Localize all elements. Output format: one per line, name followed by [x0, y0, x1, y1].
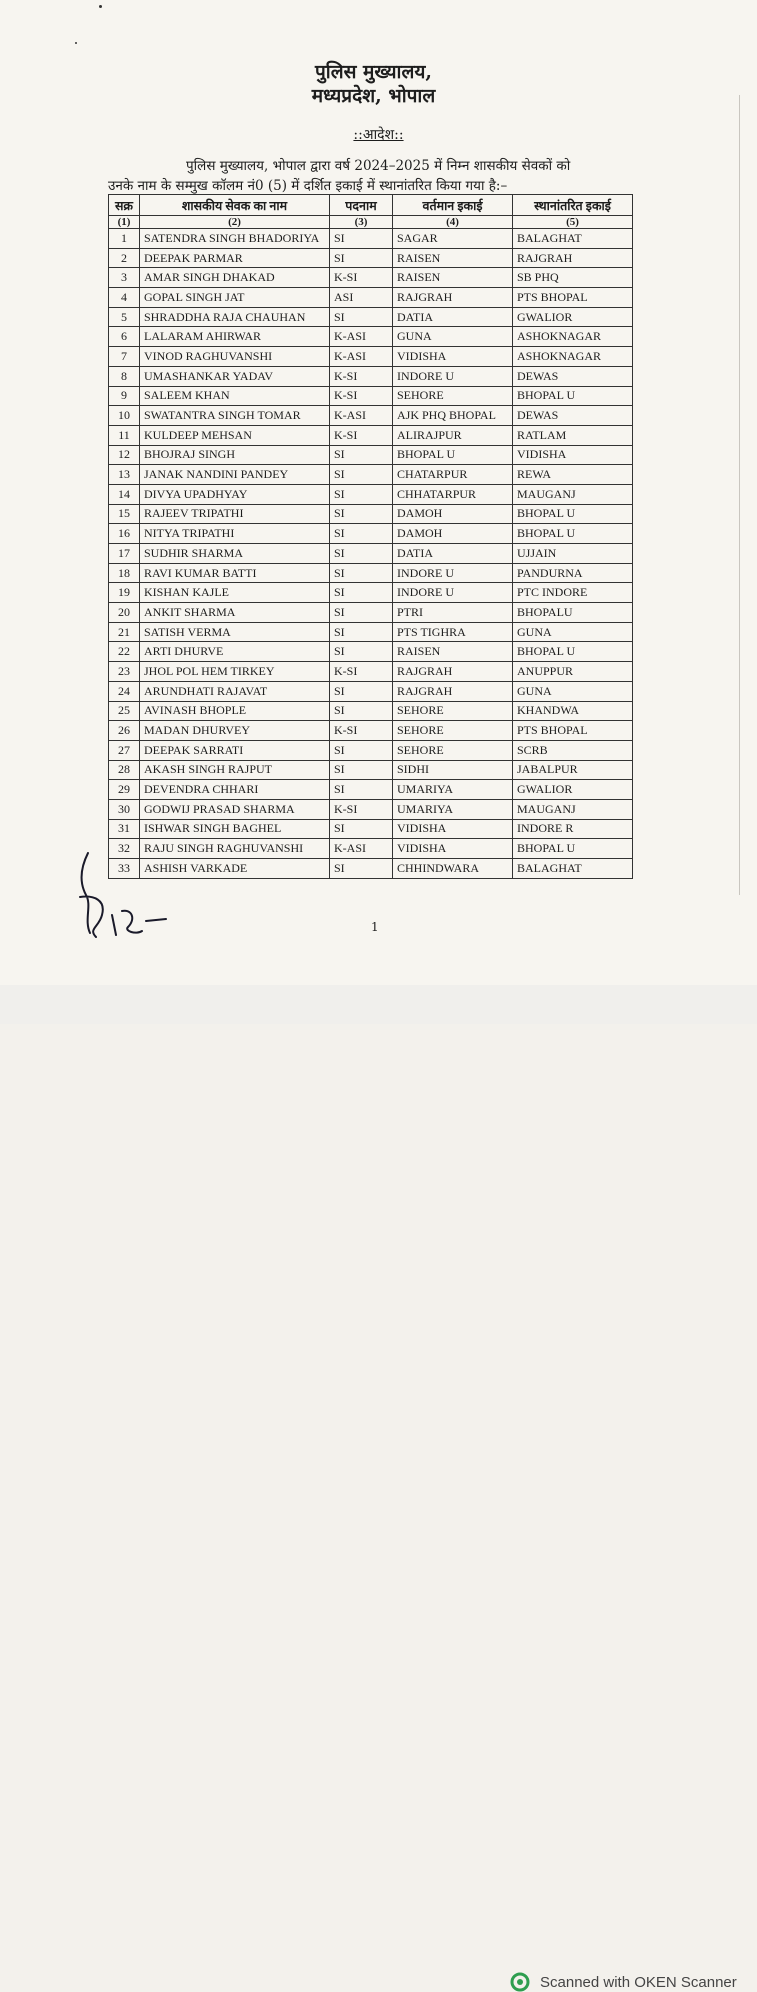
cell-serial: 8: [109, 366, 140, 386]
cell-transferred-unit: MAUGANJ: [513, 799, 633, 819]
cell-designation: K-SI: [330, 799, 393, 819]
cell-designation: K-ASI: [330, 327, 393, 347]
cell-serial: 26: [109, 721, 140, 741]
cell-name: VINOD RAGHUVANSHI: [140, 347, 330, 367]
cell-designation: K-SI: [330, 721, 393, 741]
cell-current-unit: AJK PHQ BHOPAL: [393, 406, 513, 426]
cell-transferred-unit: PANDURNA: [513, 563, 633, 583]
cell-name: ISHWAR SINGH BAGHEL: [140, 819, 330, 839]
document-page: [0, 0, 757, 985]
cell-serial: 27: [109, 740, 140, 760]
table-row: [109, 583, 633, 603]
cell-transferred-unit: BALAGHAT: [513, 229, 633, 249]
table-row: [109, 366, 633, 386]
cell-designation: SI: [330, 563, 393, 583]
cell-name: SATENDRA SINGH BHADORIYA: [140, 229, 330, 249]
cell-serial: 29: [109, 780, 140, 800]
cell-current-unit: RAISEN: [393, 268, 513, 288]
cell-transferred-unit: MAUGANJ: [513, 484, 633, 504]
cell-designation: SI: [330, 465, 393, 485]
cell-name: AKASH SINGH RAJPUT: [140, 760, 330, 780]
cell-transferred-unit: PTS BHOPAL: [513, 288, 633, 308]
header-serial: सक्र: [109, 195, 140, 216]
cell-designation: SI: [330, 760, 393, 780]
cell-designation: K-SI: [330, 425, 393, 445]
cell-transferred-unit: BHOPAL U: [513, 524, 633, 544]
table-header-row: [109, 195, 633, 216]
handwritten-signature: [66, 835, 176, 955]
table-row: [109, 307, 633, 327]
col-number: (3): [330, 216, 393, 229]
scanner-watermark: [510, 1972, 737, 1992]
cell-designation: SI: [330, 701, 393, 721]
cell-transferred-unit: DEWAS: [513, 366, 633, 386]
cell-name: GODWIJ PRASAD SHARMA: [140, 799, 330, 819]
cell-current-unit: BHOPAL U: [393, 445, 513, 465]
table-row: [109, 465, 633, 485]
cell-current-unit: CHHATARPUR: [393, 484, 513, 504]
cell-current-unit: VIDISHA: [393, 819, 513, 839]
header-line-1: पुलिस मुख्यालय,: [315, 61, 432, 83]
table-row: [109, 445, 633, 465]
cell-current-unit: RAISEN: [393, 248, 513, 268]
header-name: शासकीय सेवक का नाम: [140, 195, 330, 216]
cell-designation: SI: [330, 859, 393, 879]
cell-name: UMASHANKAR YADAV: [140, 366, 330, 386]
cell-name: SHRADDHA RAJA CHAUHAN: [140, 307, 330, 327]
order-paragraph-line-2: उनके नाम के सम्मुख कॉलम नं0 (5) में दर्शित इकाई में स्थानांतरित किया गया है:–: [108, 178, 508, 194]
cell-current-unit: VIDISHA: [393, 347, 513, 367]
oken-scanner-logo-icon: [510, 1972, 530, 1992]
cell-serial: 24: [109, 681, 140, 701]
table-row: [109, 622, 633, 642]
order-heading: ::आदेश::: [353, 127, 404, 143]
cell-serial: 28: [109, 760, 140, 780]
table-row: [109, 839, 633, 859]
cell-designation: SI: [330, 681, 393, 701]
cell-serial: 5: [109, 307, 140, 327]
table-row: [109, 229, 633, 249]
cell-designation: K-SI: [330, 386, 393, 406]
cell-serial: 2: [109, 248, 140, 268]
table-row: [109, 327, 633, 347]
cell-name: ASHISH VARKADE: [140, 859, 330, 879]
cell-designation: SI: [330, 583, 393, 603]
cell-transferred-unit: VIDISHA: [513, 445, 633, 465]
cell-designation: SI: [330, 484, 393, 504]
cell-current-unit: RAJGRAH: [393, 288, 513, 308]
cell-current-unit: SEHORE: [393, 701, 513, 721]
table-row: [109, 484, 633, 504]
cell-name: DIVYA UPADHYAY: [140, 484, 330, 504]
cell-current-unit: SAGAR: [393, 229, 513, 249]
cell-current-unit: RAJGRAH: [393, 662, 513, 682]
cell-transferred-unit: DEWAS: [513, 406, 633, 426]
table-row: [109, 701, 633, 721]
table-row: [109, 288, 633, 308]
cell-designation: SI: [330, 248, 393, 268]
cell-transferred-unit: ASHOKNAGAR: [513, 327, 633, 347]
cell-serial: 30: [109, 799, 140, 819]
cell-transferred-unit: GUNA: [513, 681, 633, 701]
cell-serial: 11: [109, 425, 140, 445]
table-row: [109, 347, 633, 367]
cell-name: ARTI DHURVE: [140, 642, 330, 662]
cell-designation: K-ASI: [330, 347, 393, 367]
cell-transferred-unit: SB PHQ: [513, 268, 633, 288]
cell-current-unit: DAMOH: [393, 524, 513, 544]
cell-current-unit: UMARIYA: [393, 780, 513, 800]
cell-current-unit: UMARIYA: [393, 799, 513, 819]
cell-designation: SI: [330, 642, 393, 662]
cell-name: JANAK NANDINI PANDEY: [140, 465, 330, 485]
cell-current-unit: INDORE U: [393, 563, 513, 583]
cell-current-unit: INDORE U: [393, 583, 513, 603]
table-row: [109, 662, 633, 682]
cell-serial: 17: [109, 544, 140, 564]
cell-designation: SI: [330, 622, 393, 642]
cell-name: JHOL POL HEM TIRKEY: [140, 662, 330, 682]
cell-serial: 10: [109, 406, 140, 426]
table-row: [109, 406, 633, 426]
cell-designation: K-SI: [330, 268, 393, 288]
cell-transferred-unit: RAJGRAH: [513, 248, 633, 268]
cell-current-unit: GUNA: [393, 327, 513, 347]
cell-current-unit: DATIA: [393, 544, 513, 564]
cell-transferred-unit: BHOPAL U: [513, 504, 633, 524]
cell-transferred-unit: BHOPAL U: [513, 386, 633, 406]
col-number: (5): [513, 216, 633, 229]
cell-transferred-unit: BHOPALU: [513, 603, 633, 623]
cell-serial: 16: [109, 524, 140, 544]
cell-current-unit: PTS TIGHRA: [393, 622, 513, 642]
cell-current-unit: ALIRAJPUR: [393, 425, 513, 445]
table-row: [109, 760, 633, 780]
cell-name: RAJEEV TRIPATHI: [140, 504, 330, 524]
cell-transferred-unit: BHOPAL U: [513, 642, 633, 662]
cell-serial: 12: [109, 445, 140, 465]
cell-designation: SI: [330, 780, 393, 800]
header-designation: पदनाम: [330, 195, 393, 216]
cell-designation: SI: [330, 544, 393, 564]
page-edge-line: [739, 95, 740, 895]
transfer-table: [108, 194, 633, 879]
cell-name: DEEPAK SARRATI: [140, 740, 330, 760]
cell-name: MADAN DHURVEY: [140, 721, 330, 741]
order-paragraph-line-1: पुलिस मुख्यालय, भोपाल द्वारा वर्ष 2024–2025 में निम्न शासकीय सेवकों को: [186, 158, 571, 174]
cell-transferred-unit: PTS BHOPAL: [513, 721, 633, 741]
cell-serial: 32: [109, 839, 140, 859]
cell-name: SALEEM KHAN: [140, 386, 330, 406]
cell-serial: 20: [109, 603, 140, 623]
table-row: [109, 603, 633, 623]
table-row: [109, 524, 633, 544]
table-row: [109, 268, 633, 288]
cell-name: RAVI KUMAR BATTI: [140, 563, 330, 583]
cell-current-unit: RAJGRAH: [393, 681, 513, 701]
cell-name: KISHAN KAJLE: [140, 583, 330, 603]
cell-transferred-unit: KHANDWA: [513, 701, 633, 721]
cell-current-unit: DAMOH: [393, 504, 513, 524]
scanner-text: Scanned with OKEN Scanner: [540, 1973, 737, 1991]
cell-current-unit: SIDHI: [393, 760, 513, 780]
cell-current-unit: DATIA: [393, 307, 513, 327]
cell-serial: 31: [109, 819, 140, 839]
cell-name: SATISH VERMA: [140, 622, 330, 642]
cell-serial: 25: [109, 701, 140, 721]
cell-serial: 19: [109, 583, 140, 603]
table-row: [109, 563, 633, 583]
table-row: [109, 819, 633, 839]
cell-name: GOPAL SINGH JAT: [140, 288, 330, 308]
cell-name: AMAR SINGH DHAKAD: [140, 268, 330, 288]
cell-serial: 6: [109, 327, 140, 347]
cell-designation: K-SI: [330, 662, 393, 682]
cell-serial: 14: [109, 484, 140, 504]
table-row: [109, 780, 633, 800]
cell-transferred-unit: INDORE R: [513, 819, 633, 839]
cell-serial: 18: [109, 563, 140, 583]
cell-transferred-unit: PTC INDORE: [513, 583, 633, 603]
table-row: [109, 425, 633, 445]
cell-designation: K-SI: [330, 366, 393, 386]
page-number: 1: [371, 920, 379, 934]
table-row: [109, 859, 633, 879]
cell-designation: SI: [330, 445, 393, 465]
col-number: (1): [109, 216, 140, 229]
cell-name: DEVENDRA CHHARI: [140, 780, 330, 800]
cell-serial: 4: [109, 288, 140, 308]
cell-current-unit: VIDISHA: [393, 839, 513, 859]
cell-transferred-unit: BALAGHAT: [513, 859, 633, 879]
scanner-footer: [0, 985, 757, 1991]
cell-transferred-unit: BHOPAL U: [513, 839, 633, 859]
cell-name: KULDEEP MEHSAN: [140, 425, 330, 445]
table-row: [109, 721, 633, 741]
cell-designation: SI: [330, 819, 393, 839]
col-number: (2): [140, 216, 330, 229]
table-row: [109, 681, 633, 701]
cell-current-unit: RAISEN: [393, 642, 513, 662]
cell-designation: SI: [330, 229, 393, 249]
cell-transferred-unit: UJJAIN: [513, 544, 633, 564]
cell-serial: 33: [109, 859, 140, 879]
header-transferred-unit: स्थानांतरित इकाई: [513, 195, 633, 216]
cell-transferred-unit: RATLAM: [513, 425, 633, 445]
cell-current-unit: PTRI: [393, 603, 513, 623]
cell-transferred-unit: ANUPPUR: [513, 662, 633, 682]
cell-current-unit: SEHORE: [393, 721, 513, 741]
cell-serial: 23: [109, 662, 140, 682]
cell-serial: 9: [109, 386, 140, 406]
cell-designation: ASI: [330, 288, 393, 308]
table-row: [109, 544, 633, 564]
cell-designation: SI: [330, 504, 393, 524]
table-row: [109, 799, 633, 819]
cell-name: RAJU SINGH RAGHUVANSHI: [140, 839, 330, 859]
cell-current-unit: SEHORE: [393, 740, 513, 760]
cell-designation: SI: [330, 524, 393, 544]
table-row: [109, 386, 633, 406]
cell-designation: SI: [330, 603, 393, 623]
cell-transferred-unit: GWALIOR: [513, 780, 633, 800]
cell-transferred-unit: JABALPUR: [513, 760, 633, 780]
cell-serial: 7: [109, 347, 140, 367]
cell-current-unit: SEHORE: [393, 386, 513, 406]
cell-designation: K-ASI: [330, 839, 393, 859]
cell-transferred-unit: GWALIOR: [513, 307, 633, 327]
cell-serial: 1: [109, 229, 140, 249]
scan-speck: [99, 5, 102, 8]
cell-transferred-unit: GUNA: [513, 622, 633, 642]
cell-current-unit: CHHINDWARA: [393, 859, 513, 879]
cell-name: SUDHIR SHARMA: [140, 544, 330, 564]
cell-name: DEEPAK PARMAR: [140, 248, 330, 268]
cell-transferred-unit: ASHOKNAGAR: [513, 347, 633, 367]
cell-name: LALARAM AHIRWAR: [140, 327, 330, 347]
cell-serial: 13: [109, 465, 140, 485]
cell-serial: 22: [109, 642, 140, 662]
cell-name: ANKIT SHARMA: [140, 603, 330, 623]
cell-transferred-unit: REWA: [513, 465, 633, 485]
cell-serial: 15: [109, 504, 140, 524]
cell-designation: SI: [330, 740, 393, 760]
header-line-2: मध्यप्रदेश, भोपाल: [311, 85, 436, 107]
cell-current-unit: CHATARPUR: [393, 465, 513, 485]
cell-name: AVINASH BHOPLE: [140, 701, 330, 721]
cell-designation: SI: [330, 307, 393, 327]
cell-current-unit: INDORE U: [393, 366, 513, 386]
cell-name: SWATANTRA SINGH TOMAR: [140, 406, 330, 426]
cell-name: NITYA TRIPATHI: [140, 524, 330, 544]
table-row: [109, 740, 633, 760]
col-number: (4): [393, 216, 513, 229]
table-column-number-row: [109, 216, 633, 229]
table-row: [109, 248, 633, 268]
cell-name: ARUNDHATI RAJAVAT: [140, 681, 330, 701]
cell-serial: 21: [109, 622, 140, 642]
table-row: [109, 642, 633, 662]
cell-name: BHOJRAJ SINGH: [140, 445, 330, 465]
table-row: [109, 504, 633, 524]
cell-designation: K-ASI: [330, 406, 393, 426]
cell-serial: 3: [109, 268, 140, 288]
cell-transferred-unit: SCRB: [513, 740, 633, 760]
scan-speck: [75, 42, 77, 44]
header-current-unit: वर्तमान इकाई: [393, 195, 513, 216]
